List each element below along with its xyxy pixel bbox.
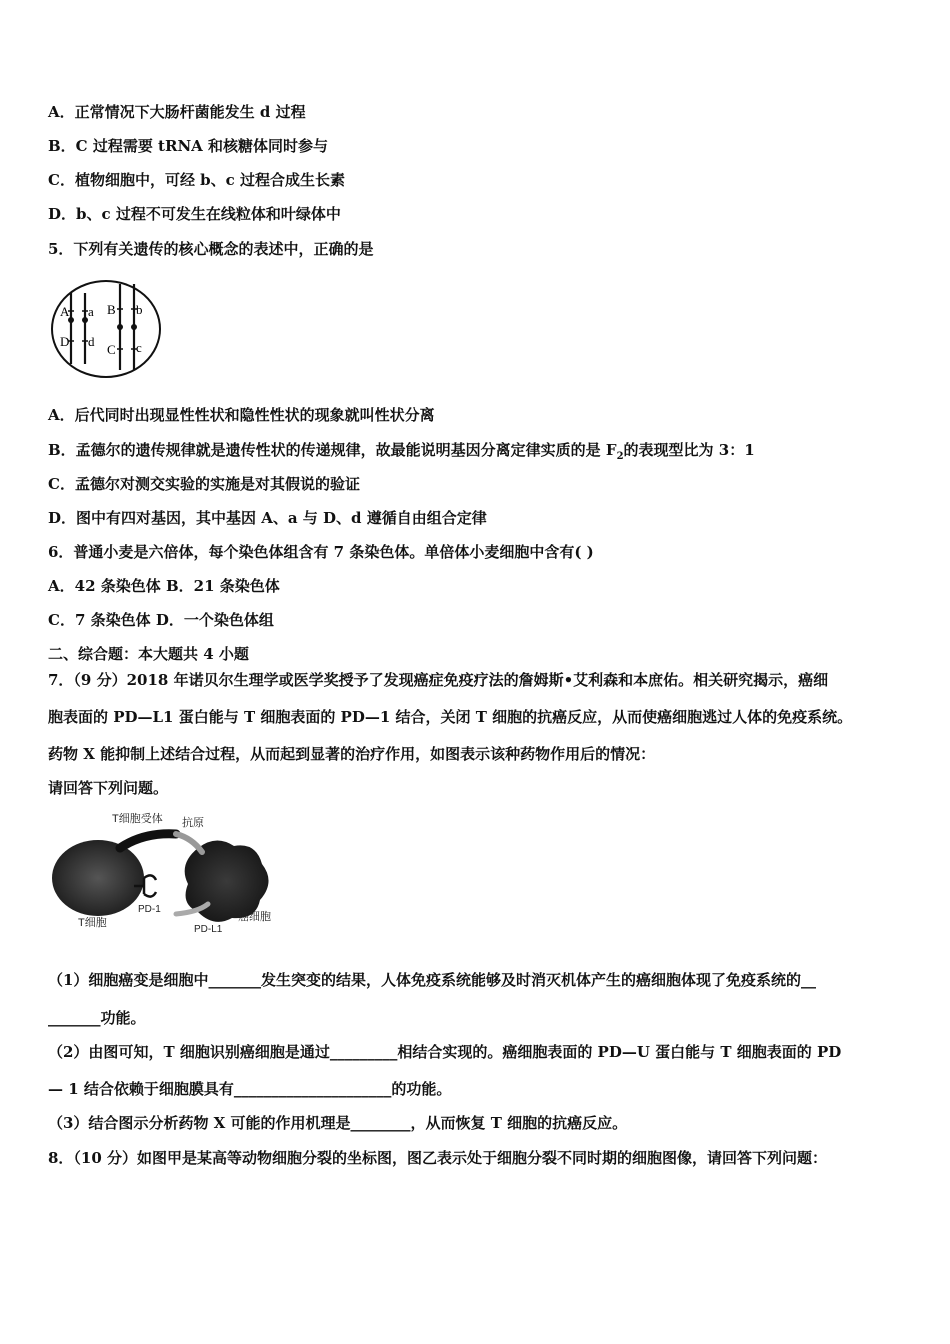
label-pd1: PD-1 bbox=[138, 904, 161, 915]
gene-label-a: a bbox=[88, 304, 94, 319]
label-tcell-receptor: T细胞受体 bbox=[112, 813, 163, 825]
gene-label-b: b bbox=[136, 302, 143, 317]
q7-sub3: （3）结合图示分析药物 X 可能的作用机理是________，从而恢复 T 细胞的抗癌反应。 bbox=[48, 1114, 628, 1132]
q7-sub1-line-2: _______功能。 bbox=[48, 1009, 146, 1027]
q4-option-c: C．植物细胞中，可经 b、c 过程合成生长素 bbox=[48, 171, 346, 189]
gene-label-B: B bbox=[107, 302, 116, 317]
q6-options-ab: A．42 条染色体 B．21 条染色体 bbox=[48, 577, 280, 595]
chromosome-cell-figure bbox=[48, 278, 164, 382]
label-pdl1: PD-L1 bbox=[194, 924, 223, 935]
q4-option-d: D．b、c 过程不可发生在线粒体和叶绿体中 bbox=[48, 205, 341, 223]
q7-sub2-line-2: — 1 结合依赖于细胞膜具有_____________________的功能。 bbox=[48, 1080, 452, 1098]
q4-option-a: A．正常情况下大肠杆菌能发生 d 过程 bbox=[48, 103, 306, 121]
q7-line-4: 请回答下列问题。 bbox=[48, 779, 169, 797]
q5-option-d: D．图中有四对基因，其中基因 A、a 与 D、d 遵循自由组合定律 bbox=[48, 509, 487, 527]
antigen bbox=[176, 834, 202, 852]
q5-option-c: C．孟德尔对测交实验的实施是对其假说的验证 bbox=[48, 475, 360, 493]
label-cancer-cell: 癌细胞 bbox=[238, 911, 271, 923]
q5-stem: 5．下列有关遗传的核心概念的表述中，正确的是 bbox=[48, 240, 374, 258]
tcell-cancer-figure bbox=[48, 808, 288, 938]
gene-label-d: d bbox=[88, 334, 95, 349]
q7-line-3: 药物 X 能抑制上述结合过程，从而起到显著的治疗作用，如图表示该种药物作用后的情况： bbox=[48, 745, 656, 763]
label-tcell: T细胞 bbox=[78, 917, 107, 929]
q5-option-b: B．孟德尔的遗传规律就是遗传性状的传递规律，故最能说明基因分离定律实质的是 $F_2$的表现型比为 3：1 bbox=[48, 441, 755, 462]
gene-label-A: A bbox=[60, 304, 70, 319]
section-heading: 二、综合题：本大题共 4 小题 bbox=[48, 645, 249, 663]
q6-stem: 6．普通小麦是六倍体，每个染色体组含有 7 条染色体。单倍体小麦细胞中含有( ) bbox=[48, 543, 594, 561]
gene-label-C: C bbox=[107, 342, 116, 357]
tcell-receptor bbox=[120, 834, 176, 848]
q4-option-b: B．C 过程需要 tRNA 和核糖体同时参与 bbox=[48, 137, 329, 155]
gene-label-D: D bbox=[60, 334, 70, 349]
q7-line-2: 胞表面的 PD—L1 蛋白能与 T 细胞表面的 PD—1 结合，关闭 T 细胞的抗癌反应，从而使癌细胞逃过人体的免疫系统。 bbox=[48, 708, 853, 726]
gene-label-c: c bbox=[136, 340, 142, 355]
q8-stem: 8．（10 分）如图甲是某高等动物细胞分裂的坐标图，图乙表示处于细胞分裂不同时期的细胞图像，请回答下列问题： bbox=[48, 1149, 828, 1167]
q7-line-1: 7．（9 分）2018 年诺贝尔生理学或医学奖授予了发现癌症免疫疗法的詹姆斯•艾利森和本庶佑。相关研究揭示，癌细 bbox=[48, 671, 829, 689]
label-antigen: 抗原 bbox=[182, 817, 204, 829]
q6-options-cd: C．7 条染色体 D．一个染色体组 bbox=[48, 611, 274, 629]
tcell-shape bbox=[52, 840, 144, 916]
q7-sub1-line-1: （1）细胞癌变是细胞中_______发生突变的结果，人体免疫系统能够及时消灭机体产生的癌细胞体现了免疫系统的__ bbox=[48, 971, 816, 989]
q7-sub2-line-1: （2）由图可知，T 细胞识别癌细胞是通过_________相结合实现的。癌细胞表面的 PD—U 蛋白能与 T 细胞表面的 PD bbox=[48, 1043, 842, 1061]
q5-option-a: A．后代同时出现显性性状和隐性性状的现象就叫性状分离 bbox=[48, 406, 435, 424]
